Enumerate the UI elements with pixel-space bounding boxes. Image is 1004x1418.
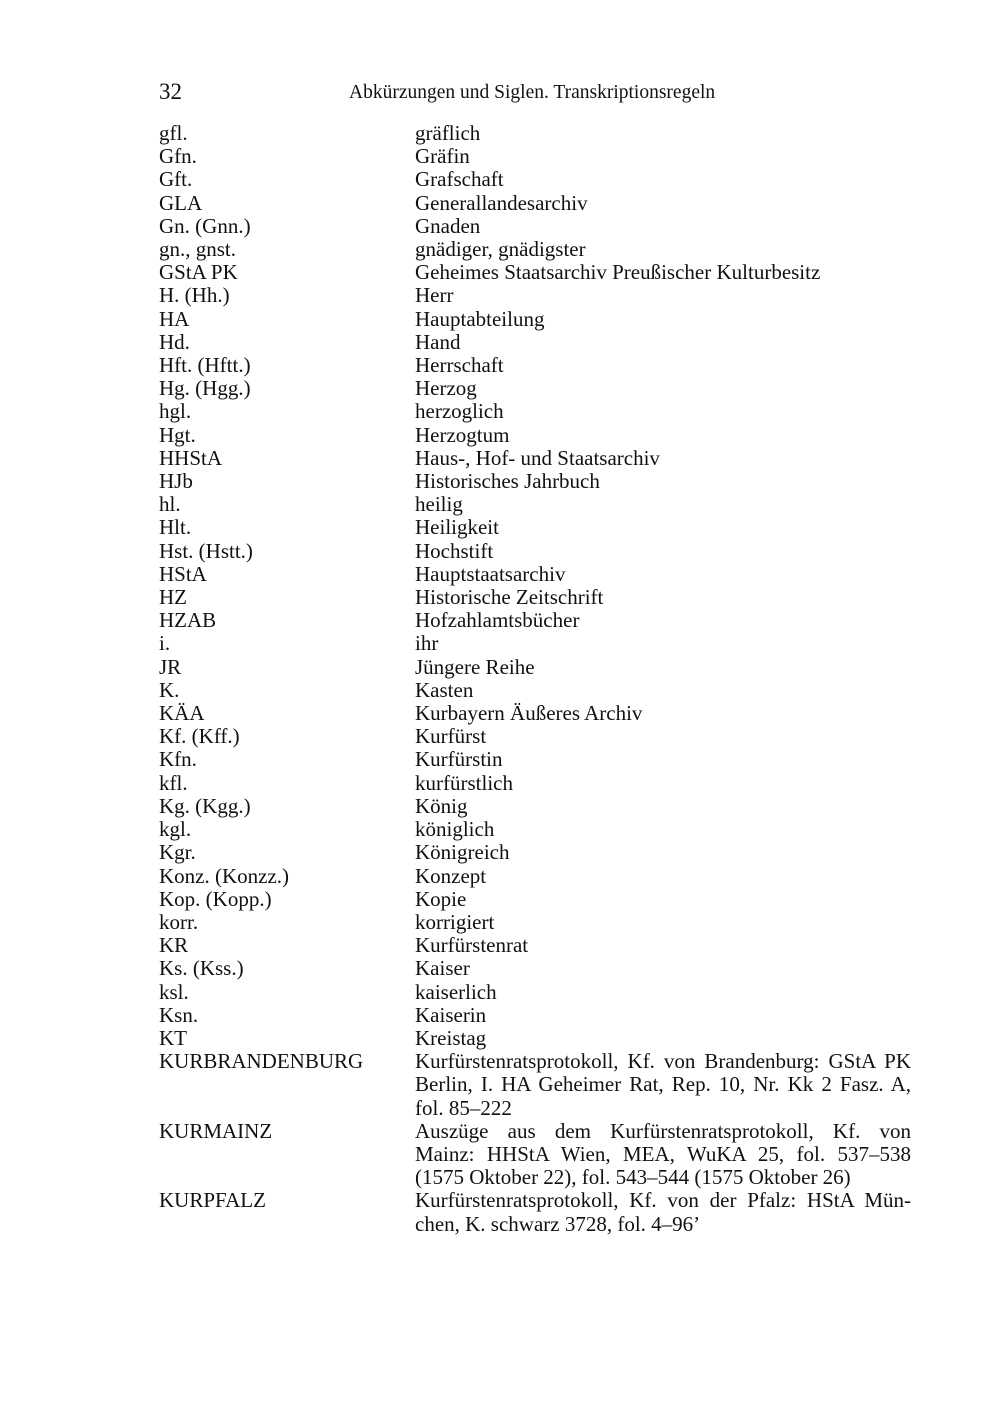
abbreviation: Gfn. [159, 144, 197, 169]
expansion: König [415, 793, 468, 818]
expansion: Historisches Jahrbuch [415, 469, 600, 494]
abbreviation: HZAB [159, 608, 217, 633]
abbreviation: Hgt. [159, 422, 196, 447]
expansion: Königreich [415, 840, 510, 865]
expansion: Historische Zeitschrift [415, 585, 604, 610]
abbreviation-entry [159, 725, 911, 748]
expansion: Generallandesarchiv [415, 190, 588, 215]
abbreviation-entry [159, 284, 911, 307]
abbreviation-entry [159, 308, 911, 331]
abbreviation-entry [159, 586, 911, 609]
abbreviation: H. (Hh.) [159, 283, 230, 308]
abbreviation: Kfn. [159, 747, 197, 772]
expansion: Kopie [415, 886, 467, 911]
abbreviation: Kf. (Kff.) [159, 724, 240, 749]
expansion: gräflich [415, 121, 481, 145]
abbreviation-entry [159, 1120, 911, 1190]
abbreviation: Hst. (Hstt.) [159, 538, 253, 563]
abbreviation-entry [159, 145, 911, 168]
expansion: Heiligkeit [415, 515, 499, 540]
abbreviation-entry [159, 1004, 911, 1027]
abbreviation-entry [159, 609, 911, 632]
expansion [415, 1120, 911, 1190]
abbreviation: KT [159, 1025, 187, 1050]
abbreviation-entry [159, 215, 911, 238]
abbreviation: Ksn. [159, 1002, 199, 1027]
abbreviation: Kop. (Kopp.) [159, 886, 272, 911]
abbreviation: GLA [159, 190, 203, 215]
expansion: königlich [415, 817, 495, 842]
abbreviation-entry [159, 865, 911, 888]
abbreviation: Ks. (Kss.) [159, 956, 244, 981]
abbreviation: HStA [159, 561, 207, 586]
expansion: Hand [415, 329, 461, 354]
abbreviation-entry [159, 377, 911, 400]
expansion: Hofzahlamtsbücher [415, 608, 580, 633]
expansion: Kurfürstenrat [415, 933, 529, 958]
abbreviation-entry [159, 1027, 911, 1050]
abbreviation: KÄA [159, 701, 205, 726]
page-number: 32 [159, 79, 182, 104]
abbreviation-entry [159, 795, 911, 818]
expansion: Kaiserin [415, 1002, 487, 1027]
expansion: Hauptabteilung [415, 306, 545, 331]
expansion: Haus-, Hof- und Staatsarchiv [415, 445, 660, 470]
abbreviation: hgl. [159, 399, 192, 424]
expansion: Geheimes Staatsarchiv Preußischer Kulturbesitz [415, 260, 821, 285]
abbreviation-entry [159, 331, 911, 354]
abbreviation-entry [159, 470, 911, 493]
abbreviation: Kgr. [159, 840, 196, 865]
abbreviation-entry [159, 354, 911, 377]
abbreviation: Konz. (Konzz.) [159, 863, 290, 888]
abbreviation: Gn. (Gnn.) [159, 213, 251, 238]
abbreviation: GStA PK [159, 260, 238, 285]
abbreviation-entry [159, 122, 911, 145]
abbreviation-entry [159, 493, 911, 516]
abbreviation-entry [159, 1189, 911, 1235]
abbreviation: korr. [159, 909, 199, 934]
abbreviation-entry [159, 447, 911, 470]
short-entries [159, 122, 911, 1050]
abbreviation-entry [159, 934, 911, 957]
expansion-line: Auszüge aus dem Kurfürstenratsprotokoll, Kf. von [415, 1118, 911, 1143]
abbreviation: hl. [159, 492, 181, 517]
abbreviation-entry [159, 632, 911, 655]
expansion: Kaiser [415, 956, 470, 981]
expansion: Hauptstaatsarchiv [415, 561, 566, 586]
abbreviation-entry [159, 168, 911, 191]
expansion: Jüngere Reihe [415, 654, 535, 679]
abbreviation: gn., gnst. [159, 237, 237, 262]
abbreviation-entry [159, 679, 911, 702]
abbreviation: Gft. [159, 167, 193, 192]
abbreviation-entry [159, 656, 911, 679]
expansion: Kurbayern Äußeres Archiv [415, 701, 643, 726]
abbreviation: HA [159, 306, 190, 331]
abbreviation-entry [159, 888, 911, 911]
expansion: Herr [415, 283, 454, 308]
expansion: herzoglich [415, 399, 504, 424]
abbreviation: Hft. (Hftt.) [159, 353, 251, 378]
abbreviation-entry [159, 400, 911, 423]
abbreviation-entry [159, 702, 911, 725]
abbreviation-entry [159, 818, 911, 841]
expansion: Kurfürstin [415, 747, 503, 772]
expansion: kurfürstlich [415, 770, 513, 795]
abbreviation: HHStA [159, 445, 223, 470]
expansion: Herzog [415, 376, 477, 401]
expansion: Kreistag [415, 1025, 487, 1050]
abbreviation-entry [159, 981, 911, 1004]
expansion: Kasten [415, 677, 474, 702]
abbreviation: KURBRANDENBURG [159, 1049, 364, 1074]
expansion-line: Mainz: HHStA Wien, MEA, WuKA 25, fol. 537–538 [415, 1141, 911, 1166]
expansion: ihr [415, 631, 439, 656]
expansion-line: Kurfürstenratsprotokoll, Kf. von Brandenburg: GStA PK [415, 1049, 911, 1074]
abbreviation: Hg. (Hgg.) [159, 376, 251, 401]
abbreviation: HJb [159, 469, 193, 494]
expansion-line: (1575 Oktober 22), fol. 543–544 (1575 Oktober 26) [415, 1165, 851, 1190]
expansion [415, 1050, 911, 1120]
expansion-line: Berlin, I. HA Geheimer Rat, Rep. 10, Nr. Kk 2 Fasz. A, [415, 1072, 911, 1097]
expansion: Herrschaft [415, 353, 504, 378]
expansion: korrigiert [415, 909, 495, 934]
abbreviation-entry [159, 748, 911, 771]
expansion-line: chen, K. schwarz 3728, fol. 4–96’ [415, 1211, 701, 1236]
running-title: Abkürzungen und Siglen. Transkriptionsregeln [349, 82, 716, 103]
abbreviation-entry [159, 772, 911, 795]
abbreviation-entry [159, 516, 911, 539]
abbreviation: i. [159, 631, 171, 656]
abbreviation: kfl. [159, 770, 188, 795]
expansion: Hochstift [415, 538, 494, 563]
expansion: Herzogtum [415, 422, 510, 447]
abbreviation: HZ [159, 585, 187, 610]
abbreviation: K. [159, 677, 180, 702]
expansion-line: Kurfürstenratsprotokoll, Kf. von der Pfalz: HStA Mün- [415, 1188, 911, 1213]
abbreviation: ksl. [159, 979, 189, 1004]
abbreviation: KURPFALZ [159, 1188, 266, 1213]
abbreviation-entry [159, 192, 911, 215]
abbreviation-list [159, 122, 911, 1236]
expansion: Grafschaft [415, 167, 504, 192]
abbreviation-entry [159, 424, 911, 447]
abbreviation-entry [159, 540, 911, 563]
abbreviation-entry [159, 261, 911, 284]
abbreviation-entry [159, 238, 911, 261]
expansion-line: fol. 85–222 [415, 1095, 512, 1120]
expansion: Gnaden [415, 213, 481, 238]
abbreviation-entry [159, 841, 911, 864]
abbreviation-entry [159, 911, 911, 934]
expansion: Kurfürst [415, 724, 487, 749]
abbreviation: kgl. [159, 817, 192, 842]
abbreviation: KURMAINZ [159, 1118, 273, 1143]
abbreviation: Hd. [159, 329, 190, 354]
abbreviation: Kg. (Kgg.) [159, 793, 251, 818]
abbreviation: gfl. [159, 121, 188, 145]
expansion [415, 1189, 911, 1235]
abbreviation: KR [159, 933, 189, 958]
abbreviation-entry [159, 563, 911, 586]
expansion: heilig [415, 492, 463, 517]
expansion: Gräfin [415, 144, 470, 169]
expansion: kaiserlich [415, 979, 497, 1004]
abbreviation: Hlt. [159, 515, 192, 540]
abbreviation: JR [159, 654, 182, 679]
expansion: gnädiger, gnädigster [415, 237, 586, 262]
abbreviation-entry [159, 1050, 911, 1120]
expansion: Konzept [415, 863, 487, 888]
abbreviation-entry [159, 957, 911, 980]
